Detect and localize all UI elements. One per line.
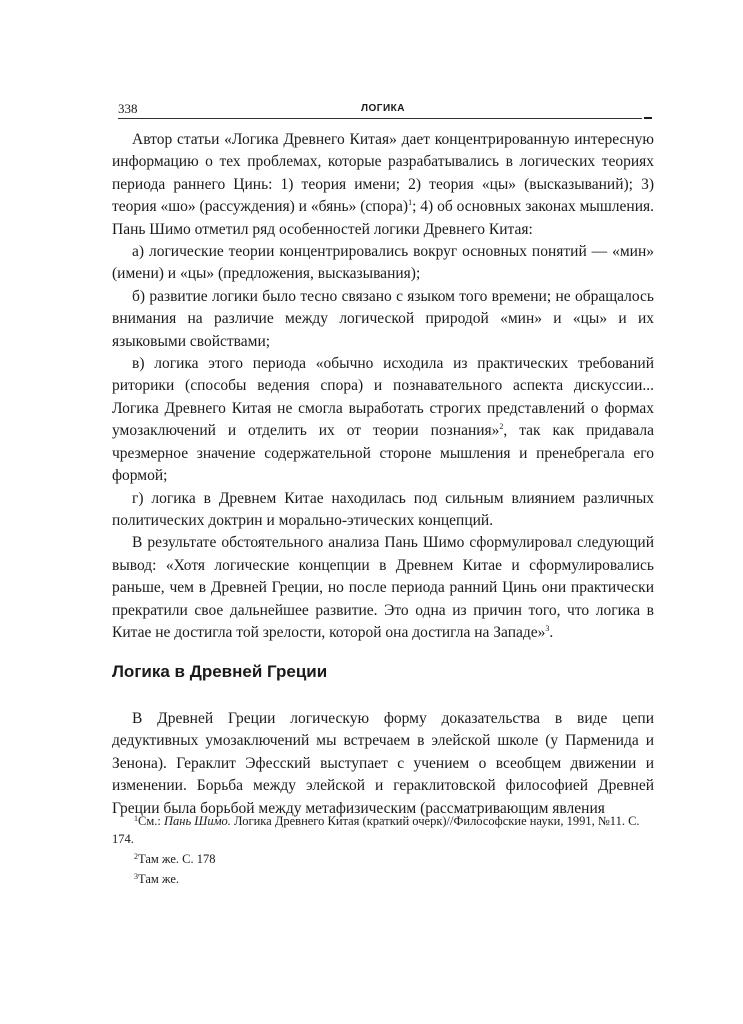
main-text (112, 129, 654, 644)
list-item-text: б) развитие логики было тесно связано с языком того времени; не обращалось внимания на различие между логической природой «мин» и «цы» и их языковыми свойствами; (112, 287, 654, 350)
paragraph (112, 532, 654, 644)
list-item-text: а) логические теории концентрировались вокруг основных понятий — «мин» (имени) и «цы» (предложения, высказывания); (112, 243, 654, 283)
section-heading: Логика в Древней Греции (112, 662, 328, 681)
header-corner-mark (642, 110, 654, 119)
footnote-author: Пань Шимо. (163, 814, 231, 828)
footnote (112, 848, 654, 868)
footnote-mark: 2 (134, 852, 138, 861)
running-title: ЛОГИКА (361, 103, 405, 114)
paragraph-tail: . (549, 623, 554, 641)
list-item (112, 488, 654, 533)
footnote-ref: 3 (545, 623, 550, 633)
footnote-ref: 2 (499, 422, 504, 432)
footnote-text: Там же. (138, 872, 180, 886)
list-item-text: г) логика в Древнем Китае находилась под сильным влиянием различных политических доктрин и морально-этических концепций. (112, 489, 654, 529)
list-item (112, 241, 654, 286)
paragraph-text: В результате обстоятельного анализа Пань Шимо сформулировал следующий вывод: «Хотя логические концепции в Древнем Китае и сформулировались раньше, чем в Древней Греции, но после периода ранний Цинь они практически прекратили свое дальнейшее развитие. Это одна из причин того, что логика в Китае не достигла той зрелости, которой она достигла на Западе» (112, 534, 654, 641)
list-item-text: в) логика этого периода «обычно исходила из практических требований риторики (способы ведения спора) и познавательного аспекта дискуссии... Логика Древнего Китая не смогла выработать строгих представлений о формах умозаключений и отделить их от теории познания» (112, 355, 654, 440)
footnote-ref: 1 (408, 198, 413, 208)
footnote-text: Логика Древнего Китая (краткий очерк)//Философские науки, 1991, №11. С. 174. (112, 814, 640, 846)
section-text (112, 708, 654, 820)
footnote-prefix: См.: (138, 814, 164, 828)
footnote (112, 810, 654, 848)
footnotes (112, 810, 654, 888)
header-rule (118, 118, 642, 119)
list-item (112, 286, 654, 353)
paragraph-text: Автор статьи «Логика Древнего Китая» дает концентрированную интересную информацию о тех проблемах, которые разрабатывались в логических теориях периода раннего Цинь: 1) теория имени; 2) теория «цы» (высказываний); 3) теория «шо» (рассуждения) и «бянь» (спора) (112, 131, 654, 216)
footnote-mark: 3 (134, 872, 138, 881)
footnote-mark: 1 (134, 814, 138, 823)
list-item-tail: , так как придавала чрезмерное значение содержательной стороне мышления и пренебрегала его формой; (112, 422, 654, 485)
paragraph: В Древней Греции логическую форму доказательства в виде цепи дедуктивных умозаключений мы встречаем в элейской школе (у Парменида и Зенона). Гераклит Эфесский выступает с учением о всеобщем движении и изменении. Борьба между элейской и гераклитовской философией Древней Греции была борьбой между метафизическим (рассматривающим явления (112, 710, 654, 817)
page-header (118, 101, 654, 119)
footnote-text: Там же. С. 178 (138, 852, 216, 866)
list-item (112, 353, 654, 487)
footnote (112, 868, 654, 888)
paragraph (112, 129, 654, 241)
page-number: 338 (118, 101, 138, 116)
paragraph-tail: ; 4) об основных законах мышления. Пань Шимо отметил ряд особенностей логики Древнего Китая: (112, 198, 654, 238)
